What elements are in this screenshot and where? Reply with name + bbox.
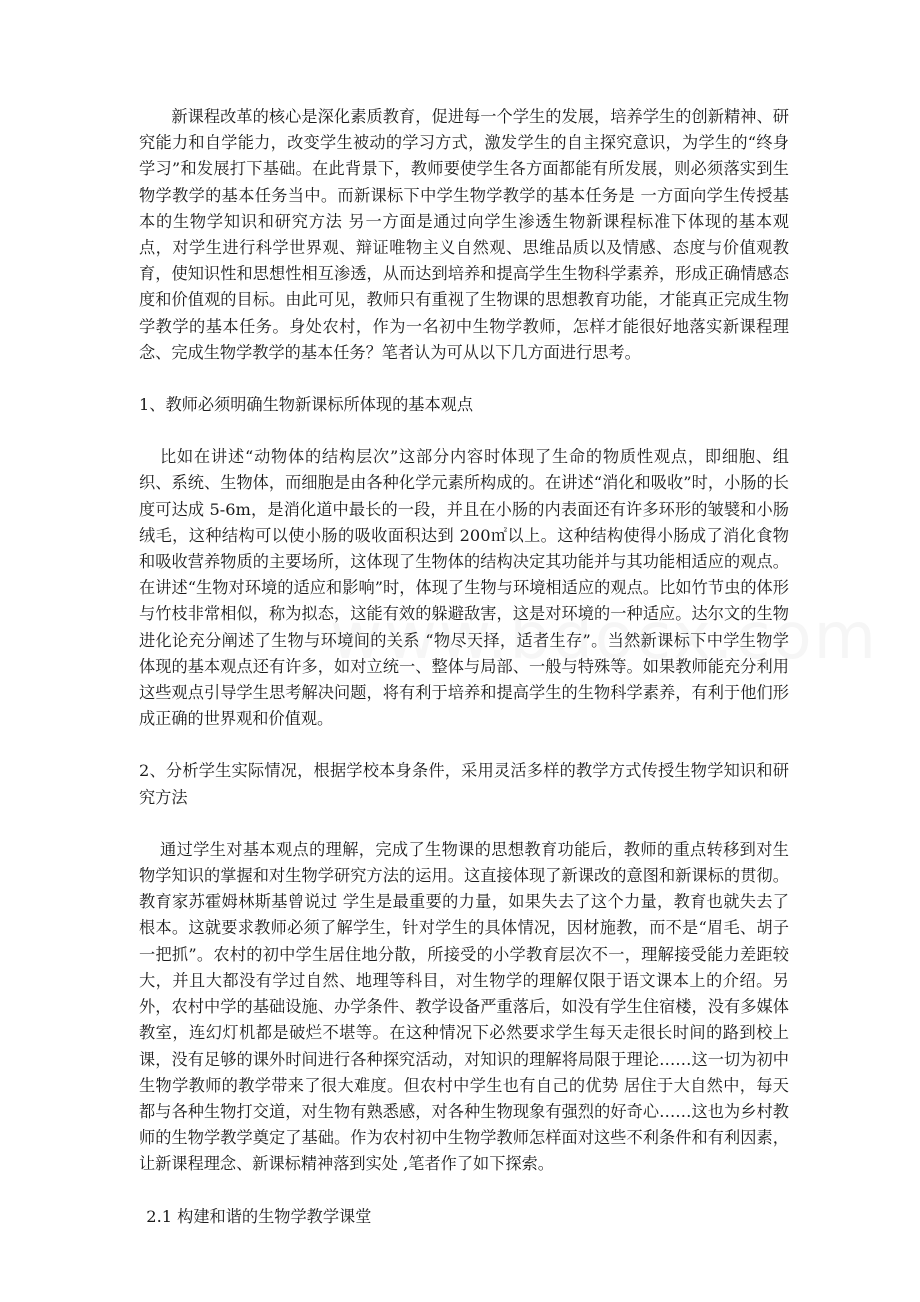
section-2-paragraph: 通过学生对基本观点的理解，完成了生物课的思想教育功能后，教师的重点转移到对生物学知识的掌握和对生物学研究方法的运用。这直接体现了新课改的意图和新课标的贯彻。教育家苏霍姆林斯基曾说过 学生是最重要的力量，如果失去了这个力量，教育也就失去了根本。这就要求教师必须了解学生，针对学生的具体情况，因材施教，而不是“眉毛、胡子一把抓”。农村的初中学生居住地分散，所接受的小学教育层次不一，理解接受能力差距较大，并且大都没有学过自然、地理等科目，对生物学的理解仅限于语文课本上的介绍。另外，农村中学的基础设施、办学条件、教学设备严重落后，如没有学生住宿楼，没有多媒体教室，连幻灯机都是破烂不堪等。在这种情况下必然要求学生每天走很长时间的路到校上课，没有足够的课外时间进行各种探究活动，对知识的理解将局限于理论……这一切为初中生物学教师的教学带来了很大难度。但农村中学生也有自己的优势 居住于大自然中，每天都与各种生物打交道，对生物有熟悉感，对各种生物现象有强烈的好奇心……这也为乡村教师的生物学教学奠定了基础。作为农村初中生物学教师怎样面对这些不利条件和有利因素，让新课程理念、新课标精神落到实处 ,笔者作了如下探索。 xyxy=(139,839,789,1174)
subsection-2-1-heading: 2.1 构建和谐的生物学教学课堂 xyxy=(146,1206,372,1226)
document-page xyxy=(139,104,789,1230)
section-2-heading: 2、分析学生实际情况，根据学校本身条件，采用灵活多样的教学方式传授生物学知识和研究方法 xyxy=(139,761,789,807)
section-1-paragraph: 比如在讲述“动物体的结构层次”这部分内容时体现了生命的物质性观点，即细胞、组织、系统、生物体，而细胞是由各种化学元素所构成的。在讲述“消化和吸收”时，小肠的长度可达成 5-6m，是消化道中最长的一段，并且在小肠的内表面还有许多环形的皱襞和小肠绒毛，这种结构可以使小肠的吸收面积达到 200㎡以上。这种结构使得小肠成了消化食物和吸收营养物质的主要场所，这体现了生物体的结构决定其功能并与其功能相适应的观点。在讲述“生物对环境的适应和影响”时，体现了生物与环境相适应的观点。比如竹节虫的体形与竹枝非常相似，称为拟态，这能有效的躲避敌害，这是对环境的一种适应。达尔文的生物进化论充分阐述了生物与环境间的关系 “物尽天择，适者生存”。当然新课标下中学生物学体现的基本观点还有许多，如对立统一、整体与局部、一般与特殊等。如果教师能充分利用这些观点引导学生思考解决问题，将有利于培养和提高学生的生物科学素养，有利于他们形成正确的世界观和价值观。 xyxy=(139,447,789,729)
section-1-heading: 1、教师必须明确生物新课标所体现的基本观点 xyxy=(139,395,474,415)
intro-paragraph: 新课程改革的核心是深化素质教育，促进每一个学生的发展，培养学生的创新精神、研究能力和自学能力，改变学生被动的学习方式，激发学生的自主探究意识，为学生的“终身学习”和发展打下基础。在此背景下，教师要使学生各方面都能有所发展，则必须落实到生物学教学的基本任务当中。而新课标下中学生物学教学的基本任务是 一方面向学生传授基本的生物学知识和研究方法 另一方面是通过向学生渗透生物新课程标准下体现的基本观点，对学生进行科学世界观、辩证唯物主义自然观、思维品质以及情感、态度与价值观教育，使知识性和思想性相互渗透，从而达到培养和提高学生生物科学素养，形成正确情感态度和价值观的目标。由此可见，教师只有重视了生物课的思想教育功能，才能真正完成生物学教学的基本任务。身处农村，作为一名初中生物学教师，怎样才能很好地落实新课程理念、完成生物学教学的基本任务？笔者认为可从以下几方面进行思考。 xyxy=(139,107,789,362)
